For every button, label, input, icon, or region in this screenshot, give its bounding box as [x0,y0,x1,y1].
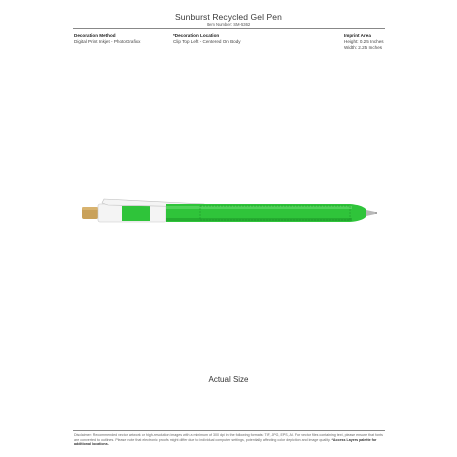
disclaimer-emphasis: *Access Layers palette for additional locations. [74,437,377,447]
disclaimer [74,433,386,447]
decoration-location-value: Clip Top Left - Centered On Body [173,39,241,44]
decoration-method-label: Decoration Method [74,33,116,38]
imprint-area-label: Imprint Area [344,33,371,38]
decoration-method-value: Digital Print Inkjet - PhotoGrafixx [74,39,141,44]
top-divider [73,28,385,29]
pen-image [80,194,380,230]
bottom-divider [73,430,385,431]
product-title: Sunburst Recycled Gel Pen [175,12,282,22]
decoration-location-block [173,33,241,45]
disclaimer-text: Disclaimer: Recommended vector artwork or high-resolution images with a minimum of 300 dpi in the following formats: TIF, JPG, EPS, AI. For vector files containing text, please ensure that fonts are converted to outlines. Please note that electronic proofs might differ due to individual computer settings, potentially affecting color depiction and image quality. [74,433,383,442]
decoration-location-label: *Decoration Location [173,33,220,38]
item-number: Item Number: SM-5362 [206,22,251,27]
imprint-area-block [344,33,384,51]
pen-tip [366,210,375,216]
imprint-width: Width: 2.25 Inches [344,45,383,50]
pen-upper-barrel [122,206,150,221]
imprint-height: Height: 0.25 Inches [344,39,384,44]
decoration-method-block [74,33,140,45]
actual-size-label: Actual Size [208,375,249,384]
